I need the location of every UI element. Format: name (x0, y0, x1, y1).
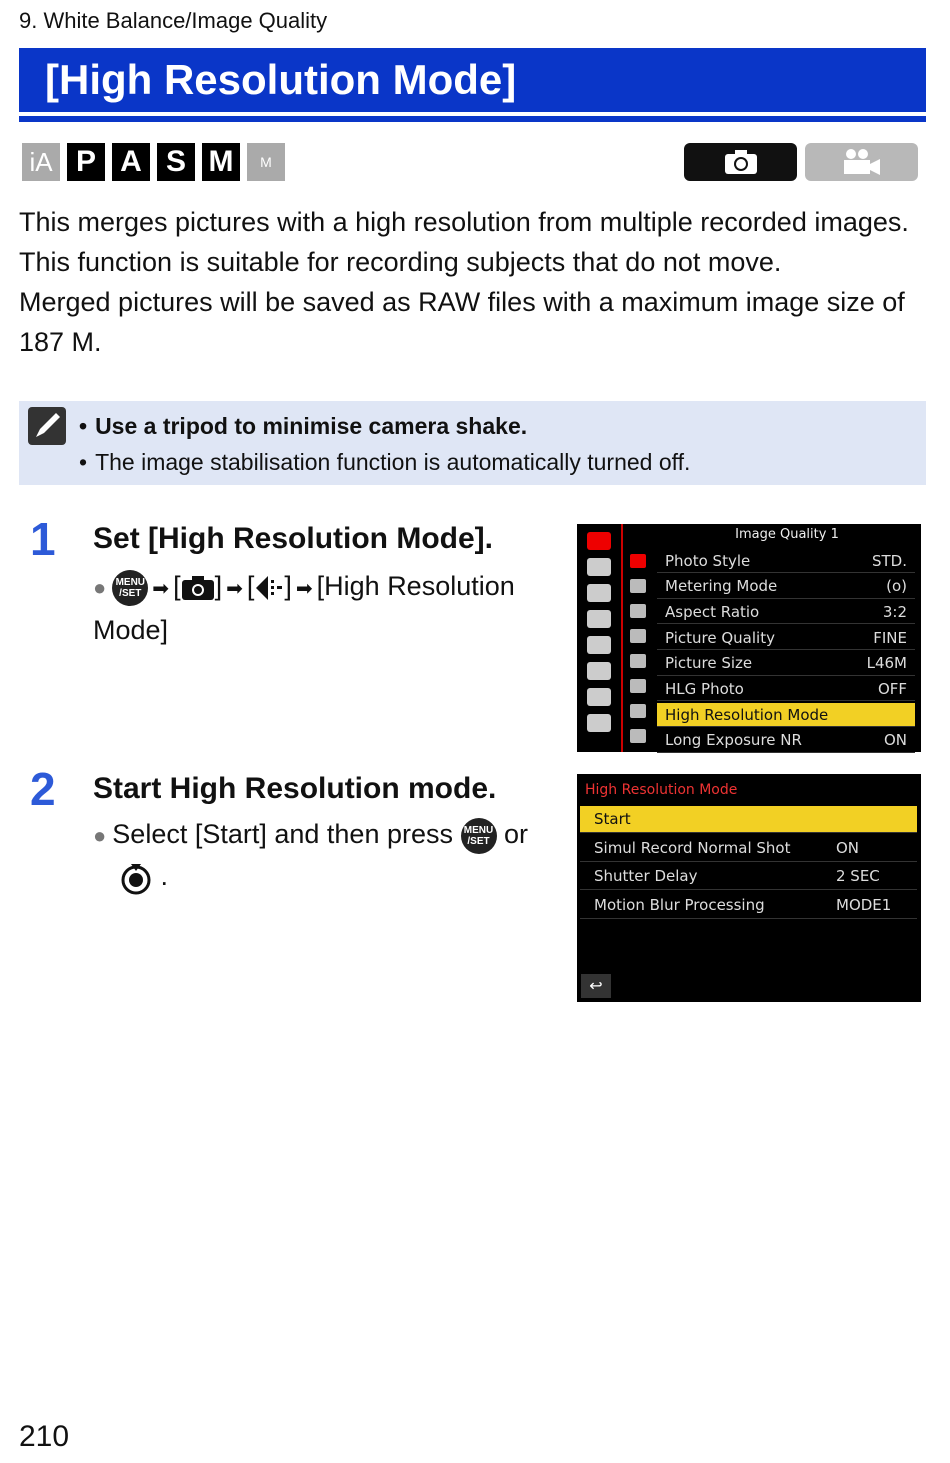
note-item: • The image stabilisation function is automatically turned off. (79, 444, 690, 480)
menu-row: Picture Quality FINE (657, 626, 915, 650)
a-mode-icon: A (112, 143, 150, 181)
bullet-icon: ● (93, 575, 107, 600)
m-mode-icon: M (202, 143, 240, 181)
menu-row: Shutter Delay 2 SEC (580, 863, 917, 890)
video-camera-icon (805, 143, 918, 181)
joystick-press-icon (119, 861, 153, 891)
breadcrumb: 9. White Balance/Image Quality (19, 8, 328, 33)
photo-camera-icon (684, 143, 797, 181)
menu-set-button-icon: MENU /SET (112, 570, 148, 606)
menu-row: HLG Photo OFF (657, 677, 915, 701)
arrow-icon: ➡ (152, 578, 170, 600)
step-number: 1 (30, 513, 56, 565)
camera-icon (181, 575, 215, 601)
mode-icons (22, 143, 285, 181)
step-title: Start High Resolution mode. (93, 772, 497, 805)
intro-text (19, 202, 934, 362)
p-mode-icon: P (67, 143, 105, 181)
menu-row: Metering Mode (o) (657, 575, 915, 599)
back-icon: ↩ (581, 974, 611, 998)
screen-header: High Resolution Mode (585, 782, 738, 798)
menu-row: Photo Style STD. (657, 549, 915, 573)
s-mode-icon: S (157, 143, 195, 181)
intro-line: Merged pictures will be saved as RAW files with a maximum image size of 187 M. (19, 287, 905, 357)
menu-row: Picture Size L46M (657, 652, 915, 676)
intro-line: This function is suitable for recording subjects that do not move. (19, 247, 782, 277)
camera-menu-screen-high-resolution (577, 774, 921, 1002)
menu-row: Motion Blur Processing MODE1 (580, 892, 917, 919)
bullet-icon: ● (93, 823, 107, 848)
menu-row: Simul Record Normal Shot ON (580, 835, 917, 862)
menu-category-bar (577, 524, 623, 752)
step-body: ● MENU /SET ➡ [ ] ➡ [ ] ➡ [High Resolution Mode] (93, 571, 515, 645)
recording-type-tabs (684, 143, 918, 181)
title-bar (19, 48, 926, 116)
arrow-icon: ➡ (295, 578, 313, 600)
note-box (19, 401, 926, 485)
page-number: 210 (19, 1420, 70, 1453)
page-title: [High Resolution Mode] (45, 56, 517, 103)
menu-subtab-bar (624, 544, 652, 748)
camera-menu-screen-image-quality (577, 524, 921, 752)
step-number: 2 (30, 763, 56, 815)
menu-row-selected: High Resolution Mode (657, 703, 915, 727)
creative-video-mode-icon: M (247, 143, 285, 181)
image-quality-icon (254, 574, 284, 602)
menu-set-button-icon: MENU /SET (461, 818, 497, 854)
menu-row: Long Exposure NR ON (657, 729, 915, 753)
step-body: ● Select [Start] and then press MENU /SET or . (93, 819, 529, 891)
menu-row-selected: Start (580, 806, 917, 833)
menu-row: Aspect Ratio 3:2 (657, 600, 915, 624)
note-item: • Use a tripod to minimise camera shake. (79, 408, 690, 444)
arrow-icon: ➡ (226, 578, 243, 600)
intro-line: This merges pictures with a high resolution from multiple recorded images. (19, 207, 909, 237)
ia-mode-icon: iA (22, 143, 60, 181)
pencil-icon (28, 407, 66, 445)
screen-header: Image Quality 1 (735, 527, 839, 542)
step-title: Set [High Resolution Mode]. (93, 522, 493, 555)
menu-path-end: [High Resolution Mode] (93, 571, 515, 645)
